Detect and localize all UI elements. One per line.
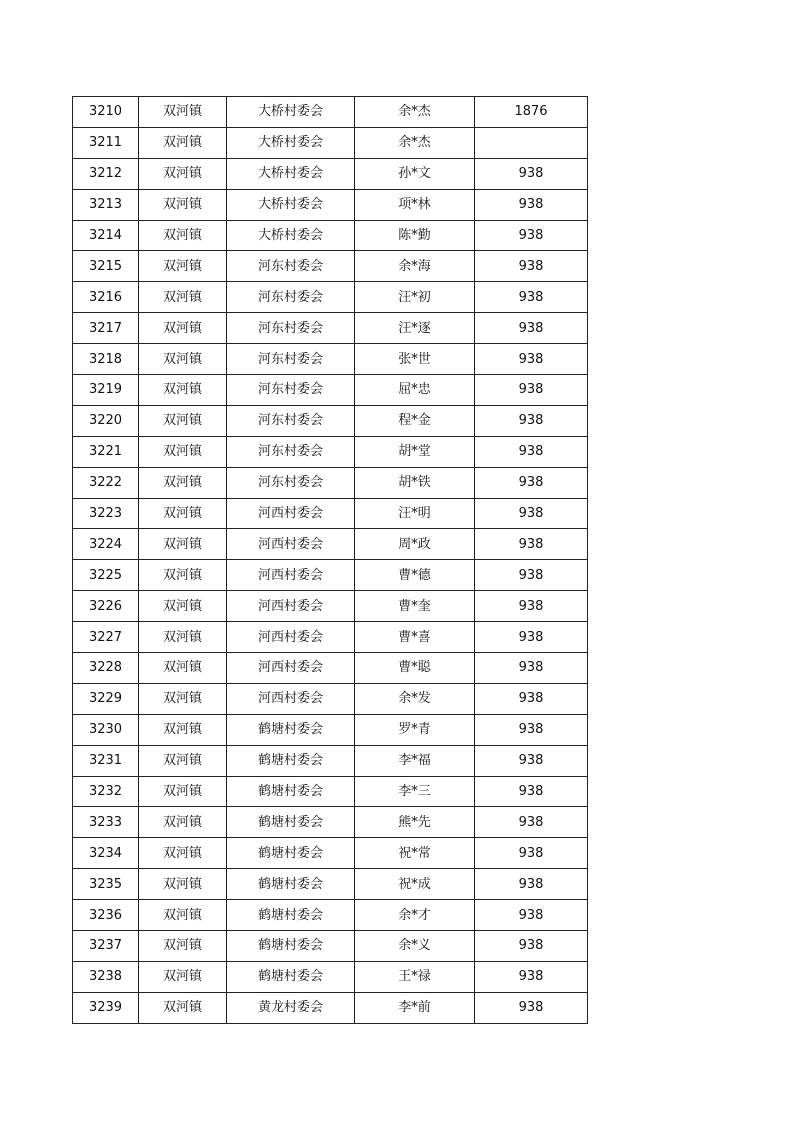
village-committee-cell: 河东村委会 xyxy=(227,375,355,406)
village-committee-cell: 鹤塘村委会 xyxy=(227,745,355,776)
row-number-cell: 3233 xyxy=(73,807,139,838)
row-number-cell: 3218 xyxy=(73,344,139,375)
name-cell: 李*福 xyxy=(355,745,475,776)
amount-cell: 938 xyxy=(475,714,588,745)
town-cell: 双河镇 xyxy=(139,683,227,714)
amount-cell: 938 xyxy=(475,653,588,684)
table-row xyxy=(73,992,588,1023)
village-committee-cell: 大桥村委会 xyxy=(227,158,355,189)
row-number-cell: 3220 xyxy=(73,405,139,436)
row-number-cell: 3224 xyxy=(73,529,139,560)
row-number-cell: 3215 xyxy=(73,251,139,282)
village-committee-cell: 大桥村委会 xyxy=(227,220,355,251)
name-cell: 胡*堂 xyxy=(355,436,475,467)
name-cell: 罗*青 xyxy=(355,714,475,745)
amount-cell: 938 xyxy=(475,158,588,189)
amount-cell: 938 xyxy=(475,529,588,560)
town-cell: 双河镇 xyxy=(139,436,227,467)
row-number-cell: 3229 xyxy=(73,683,139,714)
table-row xyxy=(73,714,588,745)
name-cell: 祝*常 xyxy=(355,838,475,869)
name-cell: 胡*铁 xyxy=(355,467,475,498)
town-cell: 双河镇 xyxy=(139,776,227,807)
town-cell: 双河镇 xyxy=(139,838,227,869)
row-number-cell: 3239 xyxy=(73,992,139,1023)
table-row xyxy=(73,622,588,653)
village-committee-cell: 鹤塘村委会 xyxy=(227,838,355,869)
town-cell: 双河镇 xyxy=(139,900,227,931)
row-number-cell: 3221 xyxy=(73,436,139,467)
village-committee-cell: 河西村委会 xyxy=(227,683,355,714)
name-cell: 曹*德 xyxy=(355,560,475,591)
table-row xyxy=(73,158,588,189)
village-committee-cell: 河西村委会 xyxy=(227,653,355,684)
table-row xyxy=(73,220,588,251)
village-committee-cell: 河西村委会 xyxy=(227,498,355,529)
amount-cell: 938 xyxy=(475,931,588,962)
table-row xyxy=(73,282,588,313)
amount-cell: 938 xyxy=(475,344,588,375)
village-committee-cell: 大桥村委会 xyxy=(227,127,355,158)
name-cell: 孙*文 xyxy=(355,158,475,189)
village-committee-cell: 河东村委会 xyxy=(227,467,355,498)
row-number-cell: 3210 xyxy=(73,97,139,128)
row-number-cell: 3212 xyxy=(73,158,139,189)
name-cell: 余*才 xyxy=(355,900,475,931)
name-cell: 余*杰 xyxy=(355,97,475,128)
row-number-cell: 3219 xyxy=(73,375,139,406)
town-cell: 双河镇 xyxy=(139,405,227,436)
table-row xyxy=(73,467,588,498)
table-row xyxy=(73,529,588,560)
village-committee-cell: 鹤塘村委会 xyxy=(227,931,355,962)
row-number-cell: 3228 xyxy=(73,653,139,684)
table-row xyxy=(73,838,588,869)
village-committee-cell: 鹤塘村委会 xyxy=(227,900,355,931)
amount-cell: 938 xyxy=(475,869,588,900)
town-cell: 双河镇 xyxy=(139,313,227,344)
name-cell: 张*世 xyxy=(355,344,475,375)
village-committee-cell: 河东村委会 xyxy=(227,313,355,344)
amount-cell: 938 xyxy=(475,900,588,931)
town-cell: 双河镇 xyxy=(139,344,227,375)
table-row xyxy=(73,560,588,591)
row-number-cell: 3222 xyxy=(73,467,139,498)
amount-cell: 938 xyxy=(475,622,588,653)
data-table xyxy=(72,96,588,1024)
amount-cell: 938 xyxy=(475,405,588,436)
amount-cell: 938 xyxy=(475,251,588,282)
town-cell: 双河镇 xyxy=(139,282,227,313)
amount-cell xyxy=(475,127,588,158)
row-number-cell: 3211 xyxy=(73,127,139,158)
table-row xyxy=(73,251,588,282)
town-cell: 双河镇 xyxy=(139,220,227,251)
name-cell: 余*发 xyxy=(355,683,475,714)
name-cell: 汪*逐 xyxy=(355,313,475,344)
table-row xyxy=(73,807,588,838)
village-committee-cell: 鹤塘村委会 xyxy=(227,869,355,900)
village-committee-cell: 河东村委会 xyxy=(227,344,355,375)
village-committee-cell: 河东村委会 xyxy=(227,282,355,313)
row-number-cell: 3235 xyxy=(73,869,139,900)
name-cell: 屈*忠 xyxy=(355,375,475,406)
row-number-cell: 3213 xyxy=(73,189,139,220)
name-cell: 祝*成 xyxy=(355,869,475,900)
town-cell: 双河镇 xyxy=(139,622,227,653)
name-cell: 周*政 xyxy=(355,529,475,560)
table-row xyxy=(73,436,588,467)
town-cell: 双河镇 xyxy=(139,591,227,622)
amount-cell: 938 xyxy=(475,961,588,992)
table-row xyxy=(73,189,588,220)
row-number-cell: 3223 xyxy=(73,498,139,529)
amount-cell: 938 xyxy=(475,498,588,529)
town-cell: 双河镇 xyxy=(139,498,227,529)
amount-cell: 938 xyxy=(475,807,588,838)
town-cell: 双河镇 xyxy=(139,745,227,776)
table-row xyxy=(73,931,588,962)
amount-cell: 938 xyxy=(475,436,588,467)
name-cell: 陈*勤 xyxy=(355,220,475,251)
row-number-cell: 3237 xyxy=(73,931,139,962)
amount-cell: 938 xyxy=(475,189,588,220)
village-committee-cell: 河西村委会 xyxy=(227,591,355,622)
amount-cell: 938 xyxy=(475,992,588,1023)
row-number-cell: 3236 xyxy=(73,900,139,931)
town-cell: 双河镇 xyxy=(139,189,227,220)
name-cell: 余*义 xyxy=(355,931,475,962)
village-committee-cell: 鹤塘村委会 xyxy=(227,714,355,745)
name-cell: 曹*喜 xyxy=(355,622,475,653)
amount-cell: 938 xyxy=(475,467,588,498)
town-cell: 双河镇 xyxy=(139,467,227,498)
village-committee-cell: 河西村委会 xyxy=(227,560,355,591)
town-cell: 双河镇 xyxy=(139,158,227,189)
table-row xyxy=(73,344,588,375)
town-cell: 双河镇 xyxy=(139,992,227,1023)
town-cell: 双河镇 xyxy=(139,807,227,838)
town-cell: 双河镇 xyxy=(139,97,227,128)
name-cell: 余*海 xyxy=(355,251,475,282)
village-committee-cell: 鹤塘村委会 xyxy=(227,961,355,992)
table-row xyxy=(73,97,588,128)
town-cell: 双河镇 xyxy=(139,375,227,406)
name-cell: 王*禄 xyxy=(355,961,475,992)
row-number-cell: 3238 xyxy=(73,961,139,992)
table-row xyxy=(73,653,588,684)
name-cell: 李*三 xyxy=(355,776,475,807)
town-cell: 双河镇 xyxy=(139,529,227,560)
table-row xyxy=(73,776,588,807)
name-cell: 曹*聪 xyxy=(355,653,475,684)
amount-cell: 938 xyxy=(475,282,588,313)
amount-cell: 938 xyxy=(475,591,588,622)
amount-cell: 938 xyxy=(475,560,588,591)
town-cell: 双河镇 xyxy=(139,251,227,282)
row-number-cell: 3217 xyxy=(73,313,139,344)
row-number-cell: 3214 xyxy=(73,220,139,251)
row-number-cell: 3232 xyxy=(73,776,139,807)
table-row xyxy=(73,869,588,900)
table-row xyxy=(73,591,588,622)
table-row xyxy=(73,745,588,776)
amount-cell: 938 xyxy=(475,683,588,714)
name-cell: 汪*明 xyxy=(355,498,475,529)
row-number-cell: 3216 xyxy=(73,282,139,313)
table-row xyxy=(73,127,588,158)
village-committee-cell: 大桥村委会 xyxy=(227,97,355,128)
name-cell: 曹*奎 xyxy=(355,591,475,622)
row-number-cell: 3226 xyxy=(73,591,139,622)
amount-cell: 938 xyxy=(475,220,588,251)
row-number-cell: 3230 xyxy=(73,714,139,745)
table-row xyxy=(73,900,588,931)
town-cell: 双河镇 xyxy=(139,127,227,158)
village-committee-cell: 河西村委会 xyxy=(227,529,355,560)
village-committee-cell: 黄龙村委会 xyxy=(227,992,355,1023)
village-committee-cell: 河东村委会 xyxy=(227,436,355,467)
amount-cell: 938 xyxy=(475,745,588,776)
table-row xyxy=(73,683,588,714)
town-cell: 双河镇 xyxy=(139,560,227,591)
table-row xyxy=(73,961,588,992)
town-cell: 双河镇 xyxy=(139,931,227,962)
name-cell: 项*林 xyxy=(355,189,475,220)
table-row xyxy=(73,405,588,436)
town-cell: 双河镇 xyxy=(139,869,227,900)
name-cell: 李*前 xyxy=(355,992,475,1023)
village-committee-cell: 河东村委会 xyxy=(227,251,355,282)
village-committee-cell: 鹤塘村委会 xyxy=(227,776,355,807)
village-committee-cell: 大桥村委会 xyxy=(227,189,355,220)
table-row xyxy=(73,498,588,529)
amount-cell: 938 xyxy=(475,375,588,406)
amount-cell: 938 xyxy=(475,776,588,807)
name-cell: 熊*先 xyxy=(355,807,475,838)
village-committee-cell: 河西村委会 xyxy=(227,622,355,653)
town-cell: 双河镇 xyxy=(139,714,227,745)
name-cell: 汪*初 xyxy=(355,282,475,313)
table-row xyxy=(73,375,588,406)
table-body xyxy=(73,97,588,1024)
village-committee-cell: 鹤塘村委会 xyxy=(227,807,355,838)
row-number-cell: 3231 xyxy=(73,745,139,776)
town-cell: 双河镇 xyxy=(139,653,227,684)
row-number-cell: 3234 xyxy=(73,838,139,869)
town-cell: 双河镇 xyxy=(139,961,227,992)
name-cell: 余*杰 xyxy=(355,127,475,158)
amount-cell: 938 xyxy=(475,313,588,344)
row-number-cell: 3227 xyxy=(73,622,139,653)
name-cell: 程*金 xyxy=(355,405,475,436)
table-row xyxy=(73,313,588,344)
village-committee-cell: 河东村委会 xyxy=(227,405,355,436)
row-number-cell: 3225 xyxy=(73,560,139,591)
amount-cell: 1876 xyxy=(475,97,588,128)
amount-cell: 938 xyxy=(475,838,588,869)
